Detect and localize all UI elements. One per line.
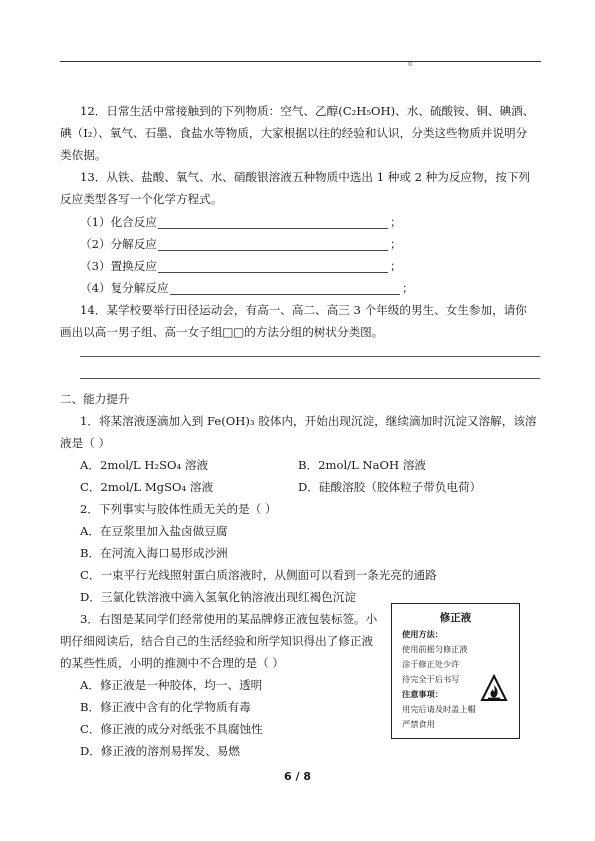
q12-line2: 碘（I₂）、氧气、石墨、食盐水等物质，大家根据以往的经验和认识，分类这些物质并说明分 [60,126,528,140]
s2-q1-option-d: D．硅酸溶胶（胶体粒子带负电荷） [298,480,482,494]
s2-q2-option-a: A．在豆浆里加入盐卤做豆腐 [80,524,228,538]
s2-q1-option-b: B．2mol/L NaOH 溶液 [298,458,427,472]
q14-answer-line-2[interactable] [80,378,540,379]
q13-sep-4: ； [402,281,414,295]
s2-q3-option-c: C．修正液的成分对纸张不具腐蚀性 [80,722,263,736]
q13-blank-4[interactable] [170,294,400,295]
s2-q3-line2: 明仔细阅读后，结合自己的生活经验和所学知识得出了修正液 [60,634,374,648]
correction-fluid-label [391,603,520,739]
s2-q2-option-b: B．在河流入海口易形成沙洲 [80,546,228,560]
q12-line1: 12．日常生活中常接触到的下列物质：空气、乙醇(C₂H₅OH)、水、硫酸铵、铜、碘酒、 [80,104,535,118]
q13-item-1: （1）化合反应 [80,215,157,229]
section-heading: 二、能力提升 [60,392,130,406]
label-title: 修正液 [439,612,472,624]
q14-line1: 14．某学校要举行田径运动会，有高一、高二、高三 3 个年级的男生、女生参加，请你 [80,303,527,317]
q14-answer-line-1[interactable] [80,356,540,357]
s2-q1-option-c: C．2mol/L MgSO₄ 溶液 [80,480,214,494]
q12-line3: 类依据。 [60,148,107,162]
label-usage-title: 使用方法： [402,629,443,639]
s2-q1-line2: 液是（ ） [60,436,111,450]
top-period: 。 [408,53,420,67]
s2-q3-option-a: A．修正液是一种胶体，均一、透明 [80,678,263,692]
q13-line1: 13．从铁、盐酸、氧气、水、硝酸银溶液五种物质中选出 1 种或 2 种为反应物，按下列 [80,170,531,184]
q13-sep-3: ； [390,259,402,273]
label-usage-line: 涂于修正处少许 [402,659,460,669]
q13-item-2: （2）分解反应 [80,237,157,251]
label-usage-line: 使用前摇匀修正液 [402,644,468,654]
s2-q1-option-a: A．2mol/L H₂SO₄ 溶液 [80,458,209,472]
label-usage-line: 待完全干后书写 [402,674,460,684]
top-answer-line [60,61,541,62]
s2-q1-line1: 1．将某溶液逐滴加入到 Fe(OH)₃ 胶体内，开始出现沉淀，继续滴加时沉淀又溶解，该溶 [80,414,537,428]
label-notes-line: 严禁食用 [402,719,435,729]
s2-q2-option-c: C．一束平行光线照射蛋白质溶液时，从侧面可以看到一条光亮的通路 [80,568,437,582]
label-notes-line: 用完后请及时盖上帽 [402,704,476,714]
q13-item-3: （3）置换反应 [80,259,157,273]
s2-q3-line3: 的某些性质，小明的推测中不合理的是（ ） [60,656,284,670]
q14-line2: 画出以高一男子组、高一女子组□□的方法分组的树状分类图。 [60,325,384,339]
s2-q2-option-d: D．三氯化铁溶液中滴入氢氧化钠溶液出现红褐色沉淀 [80,590,356,604]
q13-item-4: （4）复分解反应 [80,281,169,295]
q13-blank-2[interactable] [158,250,388,251]
q13-blank-1[interactable] [158,228,388,229]
q13-sep-2: ； [390,237,402,251]
s2-q3-option-b: B．修正液中含有的化学物质有毒 [80,700,251,714]
flammable-icon [480,674,508,702]
q13-sep-1: ； [390,215,402,229]
page-number: 6 / 8 [284,770,311,783]
s2-q2-stem: 2．下列事实与胶体性质无关的是（ ） [80,502,277,516]
label-notes-title: 注意事项： [402,689,443,699]
s2-q3-line1: 3．右图是某同学们经常使用的某品牌修正液包装标签。小 [80,612,378,626]
q13-blank-3[interactable] [158,272,388,273]
q13-line2: 反应类型各写一个化学方程式。 [60,192,223,206]
s2-q3-option-d: D．修正液的溶剂易挥发、易燃 [80,744,241,758]
